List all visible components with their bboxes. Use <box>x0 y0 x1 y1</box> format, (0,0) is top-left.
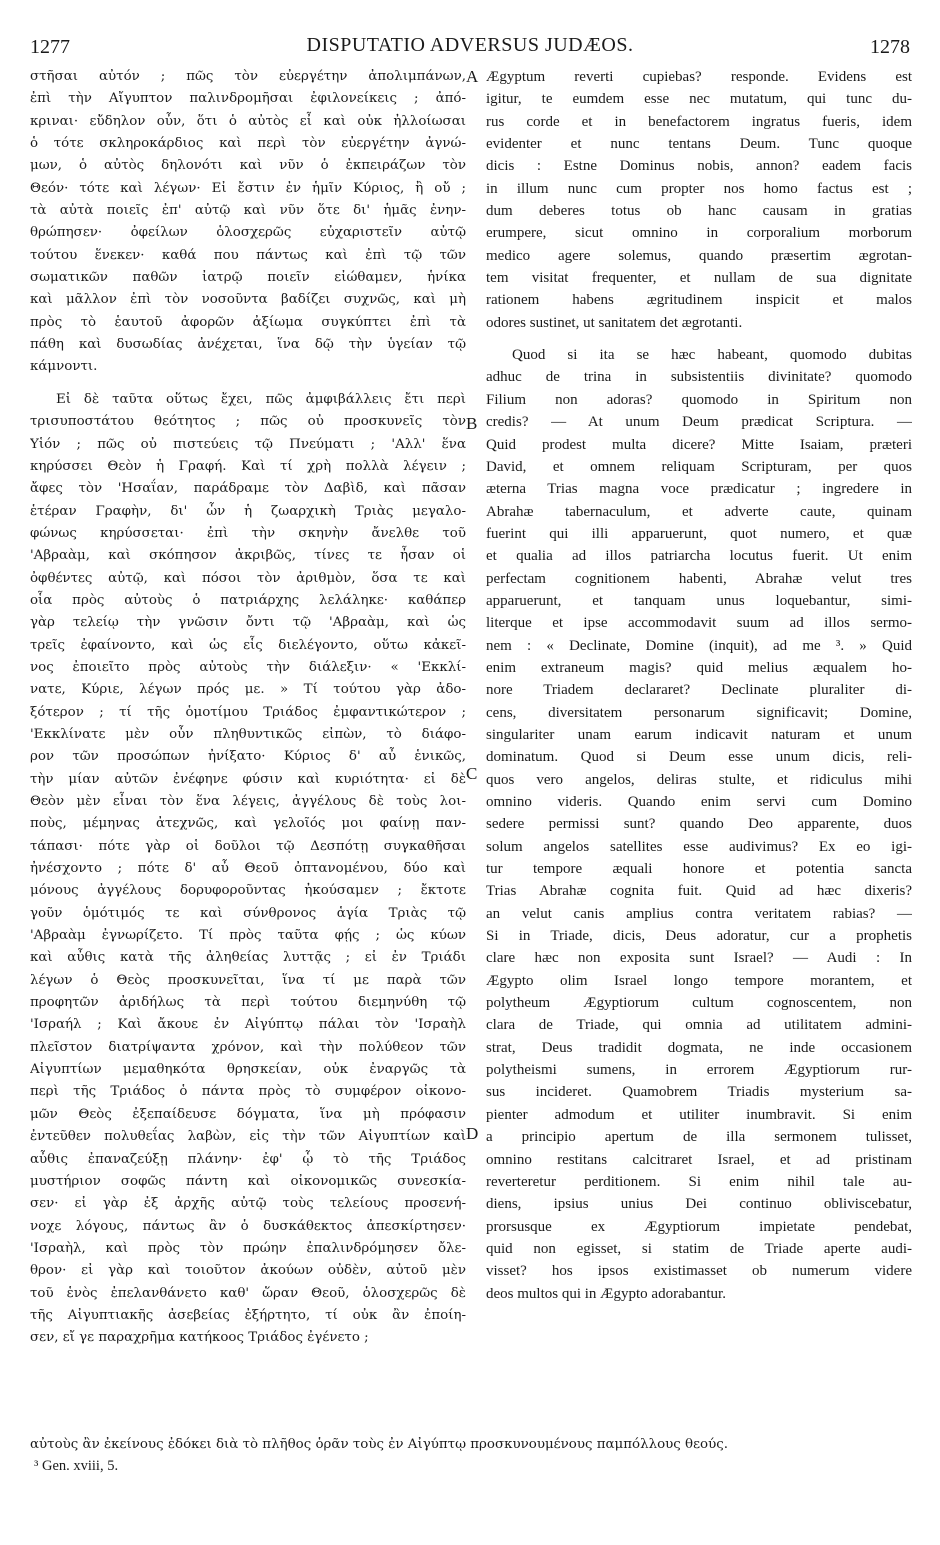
greek-text-line: τοῦ ἑνὸς ἐπελανθάνετο καθ' ὥραν Θεοῦ, ὁλοσχερῶς δὲ <box>30 1285 466 1301</box>
latin-text-line: quos vero angelos, deliras stulte, et ridiculus mihi <box>486 771 912 788</box>
latin-text-line: Filium non adoras? quomodo in Spiritum non <box>486 391 912 408</box>
latin-text-line: nem : « Declinate, Domine (inquit), ad me ³. » Quid <box>486 637 912 654</box>
latin-text-line: tur tempore æquali honore et potentia sancta <box>486 861 912 878</box>
latin-text-line: Ægyptum reverti cupiebas? responde. Evidens est <box>486 69 912 85</box>
running-title: DISPUTATIO ADVERSUS JUDÆOS. <box>306 34 634 56</box>
greek-text-line: κάμνοντι. <box>30 359 98 375</box>
greek-text-line: Εἰ δὲ ταῦτα οὕτως ἔχει, πῶς ἀμφιβάλλεις ἔτι περὶ <box>56 391 466 407</box>
greek-text-line: ἠνέσχοντο ; πότε δ' αὖ Θεοῦ ὀπτανομένου, δύο καὶ <box>30 861 466 877</box>
greek-text-line: 'Ισραὴλ, καὶ πρὸς τὸν πρώην ἐπαλινδρόμησεν ὄλε- <box>30 1240 466 1256</box>
latin-text-line: medico agere solemus, quando præsertim ægrotan- <box>486 247 912 264</box>
greek-text-line: πρὸς τὸ ἑαυτοῦ ἀφορῶν ἀξίωμα συγκύπτει ἐπὶ τὰ <box>30 314 466 330</box>
latin-text-line: Quid prodest multa dicere? Mitte Isaiam, præteri <box>486 436 912 453</box>
margin-letter-b: B <box>466 414 478 433</box>
latin-text-line: enim extraneum magis? quid melius æqualem ho- <box>486 659 912 676</box>
latin-text-line: nore Triadem declararet? Declinate pluraliter di- <box>486 682 912 699</box>
greek-text-line: πλεῖστον διατρίψαντα χρόνον, καὶ τὴν πολύθεον τῶν <box>30 1039 466 1055</box>
greek-text-line: καὶ αὖθις κατὰ τῆς ἀληθείας λυττᾷς ; εἰ ἐν Τριάδι <box>30 950 466 966</box>
greek-text-line: μων, ὁ αὐτὸς δηλονότι καὶ νῦν ὁ ἐκπειράζων τὸν <box>30 158 466 174</box>
latin-text-line: igitur, te eumdem esse nec mutatum, qui tunc du- <box>486 91 912 108</box>
greek-text-line: ποὺς, μέμηνας ἀτεχνῶς, καὶ γελοῖός μοι φαίνῃ παν- <box>30 816 466 832</box>
latin-text-line: visset? hos ipsos existimasset ob numerum videre <box>486 1263 912 1280</box>
greek-text-line: νοχε λόγους, πάντως ἂν ὁ δυσκάθεκτος ἀπεσκίρτησεν· <box>30 1218 466 1234</box>
greek-text-line: σεν, εἴ γε παραχρῆμα κατήκοος Τριάδος ἐγένετο ; <box>30 1330 369 1346</box>
greek-text-line: οἷα πρὸς αὐτοὺς ὁ πατριάρχης λελάληκε· καθάπερ <box>30 592 466 608</box>
latin-text-line: in illum nunc cum propter nos homo factus est ; <box>486 180 912 197</box>
greek-column <box>30 66 466 1350</box>
greek-text-line: τούτου ἕνεκεν· καθά που πάντως καὶ ἐπὶ τῷ τῶν <box>30 247 466 263</box>
greek-text-line: Υἱόν ; πῶς οὐ πιστεύεις τῷ Πνεύματι ; 'Αλλ' ἕνα <box>30 436 466 452</box>
latin-text-line: et qualia ad illos patriarcha locutus fuerit. Ut enim <box>486 548 912 565</box>
latin-text-line: polytheismi sumens, in errorem Ægyptiorum rur- <box>486 1062 912 1079</box>
page-number-left: 1277 <box>30 36 70 58</box>
latin-text-line: evidenter et nunc tentans Deum. Tunc quoque <box>486 136 912 153</box>
latin-text-line: deos multos qui in Ægypto adorabantur. <box>486 1285 726 1302</box>
latin-text-line: omnino videris. Quando enim servi cum Domino <box>486 794 912 810</box>
latin-text-line: David, et omnem reliquam Scripturam, per quos <box>486 458 912 475</box>
greek-text-line: τῆς Αἰγυπτιακῆς ἀσεβείας ἐξήρτητο, τί οὐκ ἂν ἐποίη- <box>30 1307 466 1323</box>
latin-text-line: clare hæc non exposita sunt Israel? — Audi : In <box>486 950 912 967</box>
greek-text-line: πάθη καὶ δυσωδίας ἀνέχεται, ἵνα δῷ τὴν ὑγείαν τῷ <box>30 337 466 353</box>
latin-text-line: Abrahæ tabernaculum, et adverte caute, quinam <box>486 503 912 520</box>
page-number-right: 1278 <box>870 36 910 58</box>
greek-text-line: ὀφθέντες αὐτῷ, καὶ πόσοι τὸν ἀριθμὸν, ὅσα τε καὶ <box>30 570 466 586</box>
greek-text-line: ἐντεῦθεν πολυθεΐας λαβὼν, εἰς τὴν τῶν Αἰγυπτίων καὶ <box>30 1129 466 1145</box>
greek-text-line: Θεόν· τότε καὶ λέγων· Εἰ ἔστιν ἐν ἡμῖν Κύριος, ἢ οὔ ; <box>30 180 466 196</box>
greek-text-line: Θεὸν μὲν εἶναι τὸν ἕνα λέγεις, ἀγγέλους δὲ τοὺς λοι- <box>30 794 466 809</box>
greek-text-line: φώνως κηρύσσεται· ἐπὶ τὴν σκηνὴν ἄνελθε τοῦ <box>30 525 466 541</box>
greek-text-line: ρον τῶν προσώπων ἠνίξατο· Κύριος δ' αὖ ἑνικῶς, <box>30 749 466 765</box>
greek-text-line: γοῦν ὁμότιμός τε καὶ σύνθρονος ἁγία Τριὰς τῷ <box>30 905 466 921</box>
greek-text-line: ἑτέραν Γραφὴν, δι' ὧν ἡ ζωαρχικὴ Τριὰς μεγαλο- <box>30 503 466 519</box>
greek-text-line: ὁ τότε σκληροκάρδιος καὶ περὶ τὸν εὐεργέτην ἀγνώ- <box>30 136 466 152</box>
latin-text-line: odores sustinet, ut sanitatem det ægrotanti. <box>486 314 743 331</box>
greek-paragraph-gap <box>30 379 466 389</box>
latin-text-line: diens, ipsius unius Dei continuo obliviscebatur, <box>486 1196 912 1213</box>
latin-text-line: dominatum. Quod si Deum esse unum dicis, reli- <box>486 749 912 766</box>
latin-text-line: sus incideret. Quamobrem Triadis mysterium sa- <box>486 1084 912 1101</box>
greek-text-line: μόνους ἀγγέλους δορυφοροῦντας ἠκούσαμεν ; ἔκτοτε <box>30 883 466 899</box>
latin-paragraph-gap <box>486 334 912 344</box>
latin-text-line: Trias Abrahæ cognita fuit. Quid ad hæc dixeris? <box>486 883 912 900</box>
latin-text-line: apparuerunt, et tanquam unus loquebantur, simi- <box>486 592 912 609</box>
greek-text-line: καὶ μᾶλλον ἐπὶ τὸν νοσοῦντα βαδίζει συχνῶς, καὶ μὴ <box>30 292 466 308</box>
greek-text-line: ξότερον ; τί τῆς ὁμοτίμου Τριάδος ἐμφαντικώτερον ; <box>30 704 466 720</box>
latin-text-line: rus corde et in benefactorem ingratus fueris, idem <box>486 113 912 130</box>
latin-text-line: erumpere, sicut omnino in corporalium morborum <box>486 225 912 242</box>
latin-text-line: dicis : Estne Dominus nobis, annon? eadem facis <box>486 158 912 175</box>
greek-text-line: περὶ τῆς Τριάδος ὁ πάντα πρὸς τὸ συμφέρον οἰκονο- <box>30 1084 466 1100</box>
latin-text-line: pienter admodum et utiliter inumbravit. Si enim <box>486 1106 912 1123</box>
greek-text-line: θρώπησεν· ὀφείλων ὁλοσχερῶς εὐχαριστεῖν αὐτῷ <box>30 225 466 241</box>
latin-text-line: reverteretur perditionem. Si enim nihil tale au- <box>486 1173 912 1190</box>
greek-text-line: σεν· εἰ γὰρ ἐξ ἀρχῆς αὐτῷ τοὺς τελείους προσενή- <box>30 1196 466 1212</box>
latin-text-line: prorsusque ex Ægyptiorum impietate pendebat, <box>486 1218 912 1235</box>
greek-text-line: 'Αβραὰμ, καὶ σκόπησον ἀκριβῶς, τίνες τε ἦσαν οἱ <box>30 548 466 564</box>
greek-text-line: Αἰγυπτίων μεμαθηκότα θρησκείαν, οὐκ ἐναργῶς τὰ <box>30 1062 466 1078</box>
greek-text-line: 'Ισραήλ ; Καὶ ἄκουε ἐν Αἰγύπτῳ πάλαι τὸν 'Ισραὴλ <box>30 1017 466 1033</box>
greek-text-line: κηρύσσει Θεὸν ἡ Γραφή. Καὶ τί χρὴ πολλὰ λέγειν ; <box>30 458 466 474</box>
greek-text-line: ἐπὶ τὴν Αἴγυπτον παλινδρομῆσαι ἐφιλονείκεις ; ἀπό- <box>30 91 466 107</box>
latin-text-line: quid non egisset, si statim de Triade aperte audi- <box>486 1240 912 1257</box>
greek-text-line: νος ἐποιεῖτο πρὸς αὐτοὺς τὴν διάλεξιν· « 'Εκκλί- <box>30 659 466 675</box>
latin-text-line: æterna Trias magna voce prædicatur ; ingredere in <box>486 481 912 498</box>
greek-text-line: τὰ αὐτὰ ποιεῖς ἐπ' αὐτῷ καὶ νῦν ὅτε δι' ἡμᾶς ἐνην- <box>30 203 466 219</box>
latin-text-line: Ægypto olim Israel longo tempore morantem, et <box>486 972 912 989</box>
margin-letter-d: D <box>466 1124 479 1143</box>
greek-text-line: θρον· εἰ γὰρ καὶ τοιοῦτον ἀκούων οὐδὲν, αὐτοῦ μὲν <box>30 1263 466 1279</box>
latin-text-line: clara de Triade, qui omnia ad utilitatem admini- <box>486 1017 912 1034</box>
latin-text-line: strat, Deus tradidit dogmata, ne inde occasionem <box>486 1039 912 1056</box>
greek-text-line: τάπασι· πότε γὰρ οἱ δοῦλοι τῷ Δεσπότῃ συγκαθῆσαι <box>30 838 466 854</box>
latin-text-line: perfectam cognitionem habenti, Abrahæ velut tres <box>486 570 912 587</box>
greek-text-line: σωματικῶν παθῶν ἰατρῷ ποιεῖν εἰώθαμεν, ἡνίκα <box>30 270 466 286</box>
latin-text-line: singulariter unam earum indicavit naturam et unum <box>486 726 912 743</box>
greek-text-line: μῶν Θεὸς ἐξεπαίδευσε δόγματα, ἵνα μὴ πρόφασιν <box>30 1106 466 1122</box>
greek-text-line: κριναι· εὔδηλον οὖν, ὅτι ὁ αὐτὸς εἶ καὶ οὐκ ἠλλοίωσαι <box>30 113 466 129</box>
greek-text-line: 'Αβραὰμ ἐγνωρίζετο. Τί πρὸς ταῦτα φῄς ; ὡς κύων <box>30 928 466 944</box>
greek-text-line: ἄφες τὸν 'Ησαΐαν, παράδραμε τὸν Δαβὶδ, καὶ πᾶσαν <box>30 481 466 497</box>
latin-text-line: a principio apertum de illa sermonem tulisset, <box>486 1129 912 1146</box>
latin-text-line: omnino restitans calcitraret Israel, et ad pristinam <box>486 1151 912 1168</box>
latin-text-line: solum angelos satellites esse audivimus? Ex eo igi- <box>486 838 912 855</box>
greek-text-line: μυστήριον σοφῶς πάντη καὶ οἰκονομικῶς συνεσκία- <box>30 1173 466 1189</box>
greek-text-line: νατε, Κύριε, λέγων πρός με. » Τί τούτου γὰρ ἀδο- <box>30 682 466 698</box>
latin-text-line: credis? — At unum Deum prædicat Scriptura. — <box>486 414 912 431</box>
greek-text-line: τρεῖς ἐφαίνοντο, καὶ ὡς εἷς διελέγοντο, οὕτω κἀκεῖ- <box>30 637 466 653</box>
running-header <box>30 30 910 64</box>
greek-text-line: προφητῶν ἀριδήλως τὰ περὶ τούτου διεμηνύθη τῷ <box>30 995 466 1011</box>
latin-text-line: adhuc de trina in subsistentiis divinitate? quomodo <box>486 369 912 386</box>
greek-text-line: λέγων ὁ Θεὸς προσκυνεῖται, ἵνα τί με παρὰ τῶν <box>30 972 466 988</box>
full-width-closing-line: αὐτοὺς ἂν ἐκείνους ἐδόκει διὰ τὸ πλῆθος ὁρᾶν τοὺς ἐν Αἰγύπτῳ προσκυνουμένους παμπόλλους θεούς. <box>30 1437 729 1452</box>
greek-text-line: 'Εκκλίνατε μὲν οὖν πληθυντικῶς εἰπὼν, τὸ διάφο- <box>30 726 466 742</box>
latin-text-line: sedere permissi sunt? quando Deo apparente, duos <box>486 816 912 833</box>
margin-letter-a: A <box>466 67 479 86</box>
greek-text-line: τρισυποστάτου θεότητος ; πῶς οὐ προσκυνεῖς τὸν <box>30 414 466 430</box>
greek-text-line: αὖθις ἐπαναζεύξῃ πλάνην· ἐφ' ᾧ τὸ τῆς Τριάδος <box>30 1151 466 1167</box>
latin-text-line: Si in Triade, dicis, Deus adoratur, cur a prophetis <box>486 928 912 945</box>
latin-text-line: an velut canis amplius contra veritatem rabias? — <box>486 905 912 922</box>
latin-text-line: polytheum Ægyptiorum cultum cognoscentem, non <box>486 995 912 1012</box>
latin-text-line: cens, diversitatem personarum significavit; Domine, <box>486 704 912 721</box>
latin-text-line: tem visitat frequenter, et nullam de sua dignitate <box>486 270 912 287</box>
latin-text-line: fuerint qui illi apparuerunt, quot numero, et quæ <box>486 525 912 542</box>
latin-text-line: dum deberes totus ob hanc causam in gratias <box>486 203 912 220</box>
latin-text-line: Quod si ita se hæc habeant, quomodo dubitas <box>512 347 912 364</box>
latin-text-line: rationem habens ægritudinem inspicit et malos <box>486 292 912 309</box>
greek-text-line: γὰρ τελείῳ τὴν γνῶσιν ὄντι τῷ 'Αβραὰμ, καὶ ὡς <box>30 615 466 631</box>
margin-letter-c: C <box>466 764 478 783</box>
footnote: ³ Gen. xviii, 5. <box>34 1458 119 1474</box>
latin-text-line: literque et ipse accommodavit suum ad illos sermo- <box>486 615 912 632</box>
greek-text-line: τὴν μίαν αὐτῶν ἐνέφηνε φύσιν καὶ κυριότητα· εἰ δὲ <box>30 771 466 787</box>
greek-text-line: στῆσαι αὐτόν ; πῶς τὸν εὐεργέτην ἀπολιμπάνων, <box>30 69 466 84</box>
latin-column <box>486 66 912 1305</box>
